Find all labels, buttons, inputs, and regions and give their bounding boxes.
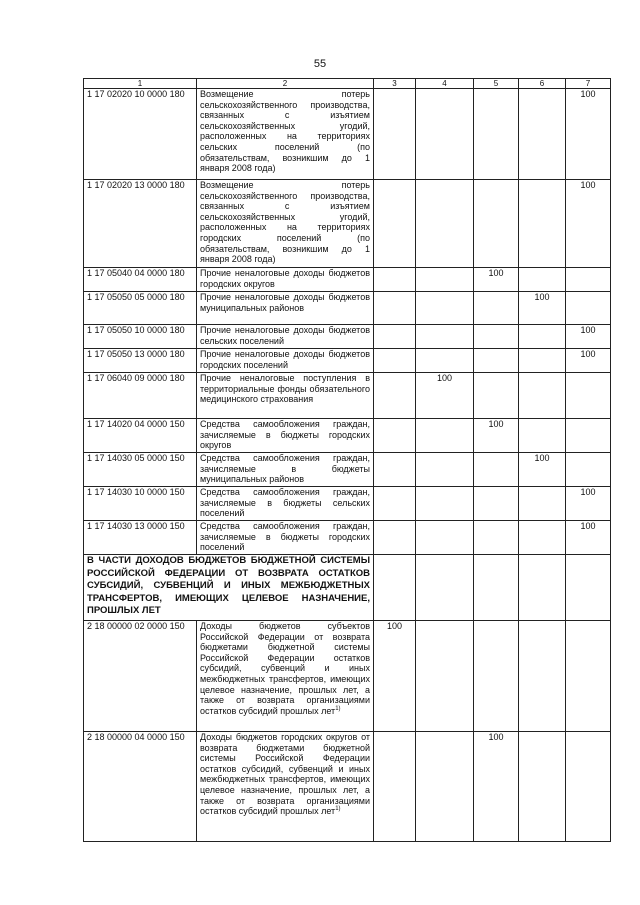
section-heading: В ЧАСТИ ДОХОДОВ БЮДЖЕТОВ БЮДЖЕТНОЙ СИСТЕМЫ РОССИЙСКОЙ ФЕДЕРАЦИИ ОТ ВОЗВРАТА ОСТАТКОВ СУБСИДИЙ, СУБВЕНЦИЙ И ИНЫХ МЕЖБЮДЖЕТНЫХ ТРАНСФЕРТОВ, ИМЕЮЩИХ ЦЕЛЕВОЕ НАЗНАЧЕНИЕ, ПРОШЛЫХ ЛЕТ (84, 555, 374, 621)
table-row (84, 521, 611, 555)
column-number-row (84, 79, 611, 89)
cell-col7: 100 (566, 89, 611, 180)
cell-col5 (474, 325, 519, 349)
revenue-description: Средства самообложения граждан, зачисляемые в бюджеты городских округов (197, 419, 374, 453)
cell-col5: 100 (474, 732, 519, 842)
description-text: Доходы бюджетов субъектов Российской Федерации от возврата бюджетами бюджетной системы Российской Федерации остатков субсидий, субвенций и иных межбюджетных трансфертов, имеющих целевое назначение, прошлых лет, а также от возврата организациями остатков субсидий прошлых лет (200, 621, 370, 716)
cell-col5 (474, 487, 519, 521)
cell-col4: 100 (416, 373, 474, 419)
cell-col5: 100 (474, 268, 519, 292)
cell-col3 (374, 521, 416, 555)
table-row (84, 180, 611, 268)
cell-col4 (416, 487, 474, 521)
cell-col5 (474, 89, 519, 180)
table-row (84, 453, 611, 487)
cell-col6 (519, 621, 566, 732)
cell-col7: 100 (566, 487, 611, 521)
kbk-code: 2 18 00000 02 0000 150 (84, 621, 197, 732)
cell-col7 (566, 292, 611, 325)
cell-col5 (474, 373, 519, 419)
kbk-code: 1 17 14020 04 0000 150 (84, 419, 197, 453)
cell-col6 (519, 89, 566, 180)
column-header: 5 (474, 79, 519, 89)
cell-col3 (374, 732, 416, 842)
cell-col4 (416, 453, 474, 487)
cell-col4 (416, 268, 474, 292)
cell-col6: 100 (519, 453, 566, 487)
cell-col7 (566, 268, 611, 292)
cell-col7: 100 (566, 325, 611, 349)
cell-col7 (566, 621, 611, 732)
cell-col6 (519, 349, 566, 373)
cell-col5 (474, 292, 519, 325)
cell-col4 (416, 325, 474, 349)
cell-col6 (519, 325, 566, 349)
column-header: 6 (519, 79, 566, 89)
cell-col7: 100 (566, 180, 611, 268)
column-header: 4 (416, 79, 474, 89)
kbk-code: 1 17 02020 13 0000 180 (84, 180, 197, 268)
revenue-description: Прочие неналоговые доходы бюджетов сельских поселений (197, 325, 374, 349)
cell-col4 (416, 292, 474, 325)
revenue-description: Прочие неналоговые поступления в территориальные фонды обязательного медицинского страхования (197, 373, 374, 419)
cell-col3: 100 (374, 621, 416, 732)
column-header: 7 (566, 79, 611, 89)
revenue-description: Прочие неналоговые доходы бюджетов муниципальных районов (197, 292, 374, 325)
kbk-code: 1 17 14030 10 0000 150 (84, 487, 197, 521)
cell-col6 (519, 180, 566, 268)
section-heading-row (84, 555, 611, 621)
table-row (84, 325, 611, 349)
column-header: 3 (374, 79, 416, 89)
cell-col3 (374, 419, 416, 453)
kbk-code: 1 17 05050 10 0000 180 (84, 325, 197, 349)
cell-col6 (519, 555, 566, 621)
cell-col5 (474, 180, 519, 268)
cell-col5 (474, 555, 519, 621)
cell-col4 (416, 521, 474, 555)
cell-col7: 100 (566, 521, 611, 555)
cell-col4 (416, 621, 474, 732)
column-header: 1 (84, 79, 197, 89)
footnote-marker: 1) (335, 705, 341, 712)
cell-col5 (474, 621, 519, 732)
kbk-code: 1 17 02020 10 0000 180 (84, 89, 197, 180)
cell-col4 (416, 349, 474, 373)
table-row (84, 419, 611, 453)
revenue-description: Средства самообложения граждан, зачисляемые в бюджеты сельских поселений (197, 487, 374, 521)
cell-col5 (474, 349, 519, 373)
cell-col3 (374, 180, 416, 268)
table-row (84, 732, 611, 842)
revenue-description (197, 732, 374, 842)
cell-col5: 100 (474, 419, 519, 453)
revenue-table (83, 78, 611, 842)
kbk-code: 2 18 00000 04 0000 150 (84, 732, 197, 842)
cell-col6 (519, 373, 566, 419)
revenue-description: Прочие неналоговые доходы бюджетов городских поселений (197, 349, 374, 373)
cell-col6 (519, 268, 566, 292)
cell-col5 (474, 453, 519, 487)
cell-col7: 100 (566, 349, 611, 373)
description-text: Доходы бюджетов городских округов от возврата бюджетами бюджетной системы Российской Федерации остатков субсидий, субвенций и иных межбюджетных трансфертов, имеющих целевое назначение, прошлых лет, а также от возврата организациями остатков субсидий прошлых лет (200, 732, 370, 817)
cell-col6: 100 (519, 292, 566, 325)
cell-col3 (374, 268, 416, 292)
kbk-code: 1 17 05040 04 0000 180 (84, 268, 197, 292)
kbk-code: 1 17 14030 13 0000 150 (84, 521, 197, 555)
cell-col6 (519, 419, 566, 453)
cell-col7 (566, 732, 611, 842)
page-number: 55 (313, 58, 327, 70)
cell-col6 (519, 487, 566, 521)
kbk-code: 1 17 14030 05 0000 150 (84, 453, 197, 487)
column-header: 2 (197, 79, 374, 89)
cell-col6 (519, 732, 566, 842)
cell-col3 (374, 349, 416, 373)
cell-col7 (566, 453, 611, 487)
kbk-code: 1 17 05050 05 0000 180 (84, 292, 197, 325)
cell-col7 (566, 419, 611, 453)
table-row (84, 373, 611, 419)
revenue-description: Средства самообложения граждан, зачисляемые в бюджеты городских поселений (197, 521, 374, 555)
cell-col4 (416, 732, 474, 842)
revenue-description: Средства самообложения граждан, зачисляемые в бюджеты муниципальных районов (197, 453, 374, 487)
cell-col3 (374, 292, 416, 325)
table-row (84, 292, 611, 325)
revenue-description: Прочие неналоговые доходы бюджетов городских округов (197, 268, 374, 292)
cell-col4 (416, 419, 474, 453)
kbk-code: 1 17 06040 09 0000 180 (84, 373, 197, 419)
cell-col3 (374, 555, 416, 621)
footnote-marker: 1) (335, 806, 341, 813)
table-row (84, 268, 611, 292)
cell-col3 (374, 487, 416, 521)
cell-col3 (374, 373, 416, 419)
cell-col3 (374, 89, 416, 180)
kbk-code: 1 17 05050 13 0000 180 (84, 349, 197, 373)
cell-col7 (566, 373, 611, 419)
cell-col6 (519, 521, 566, 555)
revenue-description: Возмещение потерь сельскохозяйственного производства, связанных с изъятием сельскохозяйственных угодий, расположенных на территориях городских поселений (по обязательствам, возникшим до 1 января 2008 года) (197, 180, 374, 268)
cell-col3 (374, 453, 416, 487)
revenue-description (197, 621, 374, 732)
cell-col4 (416, 555, 474, 621)
table-row (84, 349, 611, 373)
cell-col3 (374, 325, 416, 349)
revenue-description: Возмещение потерь сельскохозяйственного производства, связанных с изъятием сельскохозяйственных угодий, расположенных на территориях сельских поселений (по обязательствам, возникшим до 1 января 2008 года) (197, 89, 374, 180)
table-row (84, 621, 611, 732)
cell-col7 (566, 555, 611, 621)
table-row (84, 89, 611, 180)
table-row (84, 487, 611, 521)
cell-col4 (416, 89, 474, 180)
cell-col4 (416, 180, 474, 268)
cell-col5 (474, 521, 519, 555)
